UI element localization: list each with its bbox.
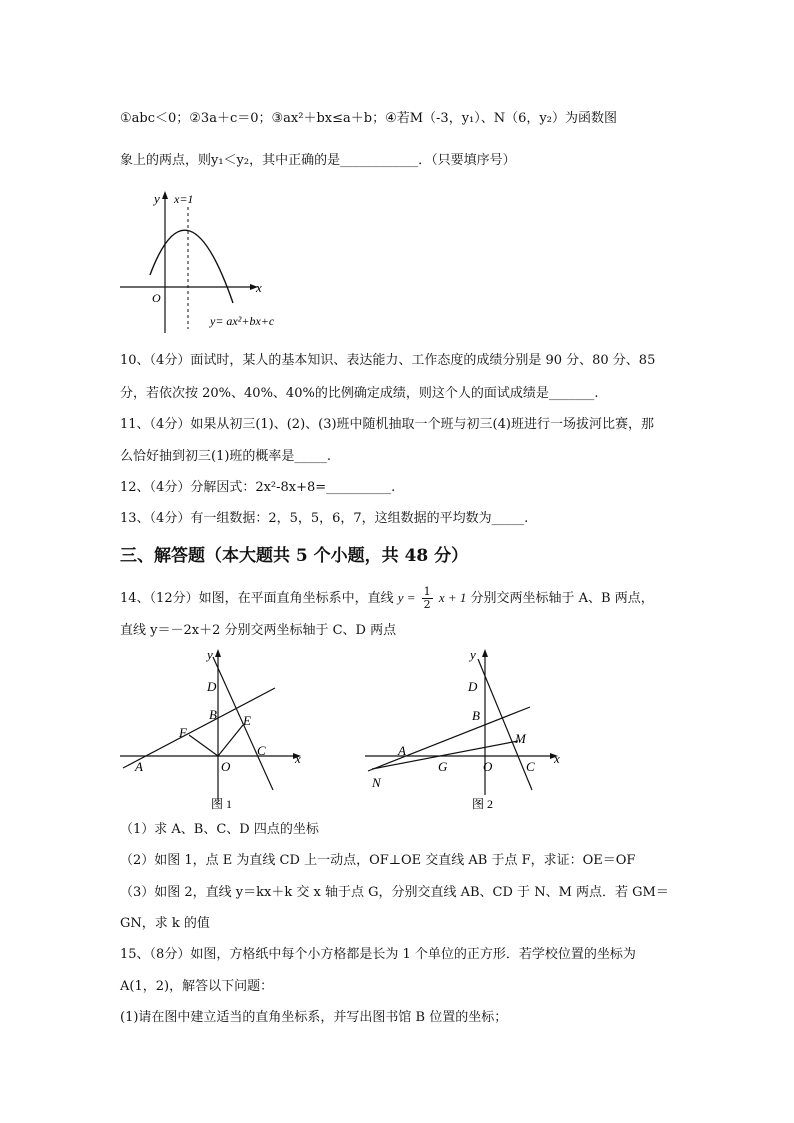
fig2-o-label: O [483, 759, 493, 774]
q14-figure-1 [115, 645, 315, 815]
q11-line2: 么恰好抽到初三(1)班的概率是_____. [120, 449, 332, 464]
q14-eq-lhs: y = [397, 590, 416, 605]
fig2-d-label: D [468, 679, 478, 694]
fig2-caption: 图 2 [472, 797, 494, 811]
fig2-a-label: A [398, 743, 406, 758]
q9-x-label: x [256, 280, 262, 295]
q14-line1-a: 14、（12分）如图，在平面直角坐标系中，直线 [120, 591, 394, 606]
q15-line1: 15、（8分）如图，方格纸中每个小方格都是长为 1 个单位的正方形．若学校位置的坐标为 [120, 947, 636, 962]
q14-part1: （1）求 A、B、C、D 四点的坐标 [120, 822, 319, 837]
q11-line1: 11、（4分）如果从初三(1)、(2)、(3)班中随机抽取一个班与初三(4)班进行一场拔河比赛，那 [120, 417, 654, 432]
fig2-n-label: N [372, 775, 381, 790]
q9-line2: 象上的两点，则y₁＜y₂，其中正确的是____________．（只要填序号） [120, 153, 516, 168]
fig1-e-label: E [243, 713, 251, 728]
q14-line1 [120, 585, 654, 612]
q10-line1: 10、（4分）面试时，某人的基本知识、表达能力、工作态度的成绩分别是 90 分、80 分、85 [120, 353, 656, 368]
q14-part2: （2）如图 1，点 E 为直线 CD 上一动点，OF⊥OE 交直线 AB 于点 F，求证：OE＝OF [120, 853, 636, 868]
fig2-y-label: y [470, 647, 476, 662]
fig2-c-label: C [526, 759, 535, 774]
fig1-a-label: A [135, 759, 143, 774]
q14-eq-rhs: x + 1 [438, 590, 467, 605]
fig1-caption: 图 1 [211, 797, 233, 811]
fig2-g-label: G [438, 759, 448, 774]
fig2-m-label: M [515, 731, 526, 746]
fig1-f-label: F [179, 725, 187, 740]
q14-line1-b: 分别交两坐标轴于 A、B 两点， [470, 591, 654, 606]
q9-origin-label: O [152, 291, 161, 305]
fig1-b-label: B [209, 707, 217, 722]
fig2-b-label: B [472, 708, 480, 723]
q13-line1: 13、（4分）有一组数据：2，5，5，6，7，这组数据的平均数为_____. [120, 511, 529, 526]
q15-line3: (1)请在图中建立适当的直角坐标系，并写出图书馆 B 位置的坐标； [120, 1010, 508, 1025]
fig1-d-label: D [207, 679, 217, 694]
fig1-c-label: C [257, 743, 266, 758]
fig2-x-label: x [554, 751, 560, 766]
section-3-title: 三、解答题（本大题共 5 个小题，共 48 分） [120, 546, 469, 566]
q9-axis-label: x=1 [174, 192, 194, 206]
q14-part3-line1: （3）如图 2，直线 y＝kx＋k 交 x 轴于点 G，分别交直线 AB、CD 于 N、M 两点．若 GM＝ [120, 885, 669, 900]
q14-part3-line2: GN，求 k 的值 [120, 916, 210, 931]
q9-function-label: y= ax²+bx+c [210, 314, 275, 328]
fig1-o-label: O [221, 759, 231, 774]
q14-figure-2 [360, 645, 570, 815]
q14-frac-num: 1 [423, 585, 431, 598]
q12-line1: 12、（4分）分解因式：2x²-8x+8=__________. [120, 480, 396, 495]
q9-parabola-graph [112, 185, 312, 335]
q14-fraction [422, 586, 433, 611]
fig1-x-label: x [295, 751, 301, 766]
q9-y-label: y [154, 191, 160, 206]
fig1-y-label: y [207, 647, 213, 662]
q14-line2: 直线 y＝－2x＋2 分别交两坐标轴于 C、D 两点 [120, 623, 397, 638]
q9-line1: ①abc＜0；②3a＋c＝0；③ax²＋bx≤a＋b；④若M（-3，y₁）、N（6，y₂）为函数图 [120, 111, 617, 126]
q10-line2: 分，若依次按 20%、40%、40%的比例确定成绩，则这个人的面试成绩是_______. [120, 386, 599, 401]
q14-frac-den: 2 [423, 598, 431, 611]
q15-line2: A(1，2)，解答以下问题： [120, 979, 274, 994]
